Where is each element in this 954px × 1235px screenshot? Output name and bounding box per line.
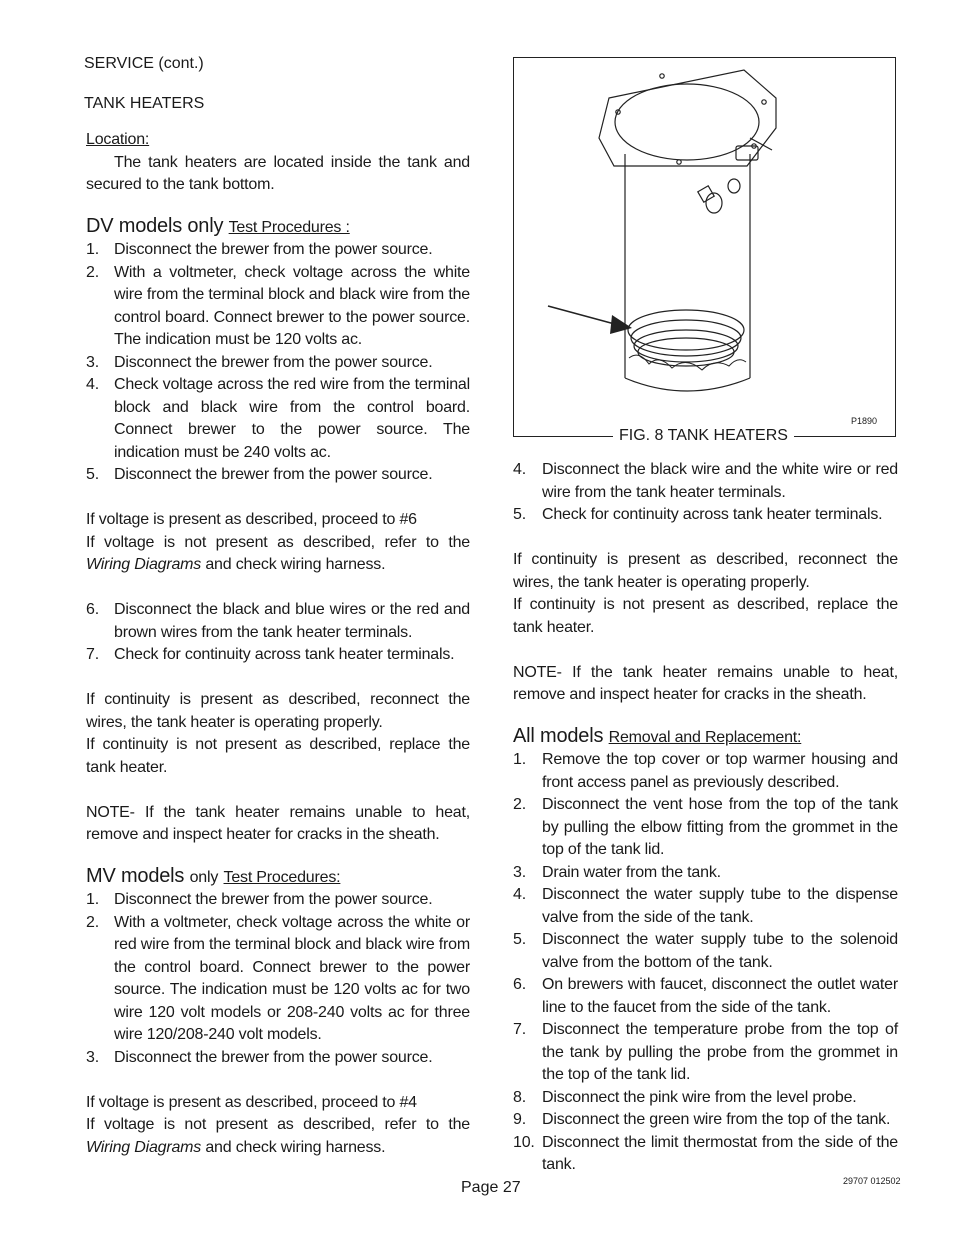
step-text: Remove the top cover or top warmer housing and front access panel as previously described. bbox=[542, 751, 898, 791]
step-text: Disconnect the water supply tube to the solenoid valve from the bottom of the tank. bbox=[542, 931, 898, 971]
step-number: 8. bbox=[513, 1088, 526, 1106]
step-number: 5. bbox=[86, 466, 99, 483]
step-number: 1. bbox=[86, 891, 99, 908]
step-text: Disconnect the brewer from the power source. bbox=[114, 353, 433, 371]
step-text: With a voltmeter, check voltage across the white wire from the terminal block and black wire from the control board. Connect brewer to the power source. The indication must be 120 volts ac. bbox=[114, 263, 470, 348]
text-run: If voltage is not present as described, refer to the bbox=[86, 1116, 470, 1133]
step-text: Disconnect the green wire from the top of the tank. bbox=[542, 1111, 891, 1128]
all-subtitle: Removal and Replacement: bbox=[608, 728, 802, 746]
step-number: 6. bbox=[513, 976, 526, 993]
step-number: 3. bbox=[86, 353, 99, 371]
step-text: Disconnect the brewer from the power source. bbox=[114, 891, 433, 908]
right-note: NOTE- If the tank heater remains unable to heat, remove and inspect heater for cracks in the sheath. bbox=[513, 663, 898, 703]
mv-title: MV models bbox=[86, 864, 185, 887]
right-continuity-not-present: If continuity is not present as described, replace the tank heater. bbox=[513, 596, 898, 636]
page-number: Page 27 bbox=[461, 1179, 521, 1196]
service-header: SERVICE (cont.) bbox=[84, 55, 204, 72]
step-text: Disconnect the temperature probe from the top of the tank by pulling the probe from the grommet in the top of the tank lid. bbox=[542, 1021, 898, 1083]
dv-title: DV models only bbox=[86, 214, 224, 237]
location-text: The tank heaters are located inside the tank and secured to the tank bottom. bbox=[86, 153, 470, 193]
list-item bbox=[513, 862, 898, 885]
dv-voltage-present: If voltage is present as described, proceed to #6 bbox=[86, 511, 417, 528]
list-item bbox=[513, 1019, 898, 1087]
location-label: Location: bbox=[86, 131, 150, 148]
right-continuity-present: If continuity is present as described, reconnect the wires, the tank heater is operating properly. bbox=[513, 551, 898, 591]
list-item bbox=[513, 459, 898, 504]
step-number: 1. bbox=[86, 241, 99, 258]
step-text: Disconnect the brewer from the power source. bbox=[114, 241, 433, 258]
step-text: Disconnect the brewer from the power source. bbox=[114, 1048, 433, 1066]
step-number: 5. bbox=[513, 931, 526, 948]
step-text: Disconnect the water supply tube to the dispense valve from the side of the tank. bbox=[542, 886, 898, 926]
list-item bbox=[513, 1087, 898, 1110]
left-column bbox=[86, 129, 470, 1159]
all-heading bbox=[513, 725, 898, 750]
right-column bbox=[513, 459, 898, 1177]
list-item bbox=[86, 374, 470, 464]
list-item bbox=[513, 1132, 898, 1177]
dv-heading bbox=[86, 215, 470, 240]
list-item bbox=[86, 889, 470, 912]
list-item bbox=[86, 239, 470, 262]
step-number: 7. bbox=[86, 646, 99, 663]
step-number: 5. bbox=[513, 506, 526, 523]
dv-subtitle: Test Procedures : bbox=[228, 218, 350, 236]
figure-code: P1890 bbox=[851, 416, 878, 426]
dv-voltage-not-present bbox=[86, 532, 470, 577]
section-title: TANK HEATERS bbox=[84, 95, 205, 112]
step-number: 2. bbox=[86, 263, 99, 281]
list-item bbox=[86, 599, 470, 644]
step-number: 4. bbox=[513, 461, 526, 478]
step-number: 7. bbox=[513, 1021, 526, 1038]
list-item bbox=[86, 464, 470, 487]
step-number: 6. bbox=[86, 601, 99, 618]
list-item bbox=[86, 352, 470, 375]
document-code: 29707 012502 bbox=[843, 1176, 901, 1186]
text-run: and check wiring harness. bbox=[201, 556, 386, 573]
step-number: 2. bbox=[513, 796, 526, 813]
mv-heading bbox=[86, 865, 470, 890]
list-item bbox=[86, 644, 470, 667]
figure-tank-heaters bbox=[513, 57, 896, 437]
all-title: All models bbox=[513, 724, 604, 747]
list-item bbox=[513, 974, 898, 1019]
list-item bbox=[513, 884, 898, 929]
dv-note: NOTE- If the tank heater remains unable to heat, remove and inspect heater for cracks in the sheath. bbox=[86, 803, 470, 843]
mv-steps bbox=[86, 889, 470, 1069]
list-item bbox=[513, 794, 898, 862]
text-run: and check wiring harness. bbox=[201, 1138, 386, 1156]
step-text: Check for continuity across tank heater terminals. bbox=[114, 646, 455, 663]
step-text: Disconnect the limit thermostat from the side of the tank. bbox=[542, 1133, 898, 1173]
list-item bbox=[86, 262, 470, 352]
step-number: 3. bbox=[513, 863, 526, 881]
step-number: 4. bbox=[86, 376, 99, 393]
dv-steps-a bbox=[86, 239, 470, 487]
wiring-diagrams-ref: Wiring Diagrams bbox=[86, 556, 202, 573]
step-number: 1. bbox=[513, 751, 526, 768]
list-item bbox=[86, 912, 470, 1047]
list-item bbox=[86, 1047, 470, 1070]
step-number: 10. bbox=[513, 1133, 535, 1151]
step-number: 4. bbox=[513, 886, 526, 903]
step-text: On brewers with faucet, disconnect the outlet water line to the faucet from the side of the tank. bbox=[542, 976, 898, 1016]
dv-steps-b bbox=[86, 599, 470, 667]
step-text: Disconnect the pink wire from the level probe. bbox=[542, 1088, 857, 1106]
step-text: Disconnect the brewer from the power source. bbox=[114, 466, 433, 483]
step-text: Drain water from the tank. bbox=[542, 863, 721, 881]
step-number: 9. bbox=[513, 1111, 526, 1128]
tank-heater-illustration bbox=[514, 58, 895, 436]
list-item bbox=[513, 929, 898, 974]
list-item bbox=[513, 749, 898, 794]
figure-caption: FIG. 8 TANK HEATERS bbox=[613, 426, 794, 446]
step-number: 2. bbox=[86, 913, 99, 931]
list-item bbox=[513, 1109, 898, 1132]
all-steps bbox=[513, 749, 898, 1177]
wiring-diagrams-ref: Wiring Diagrams bbox=[86, 1138, 202, 1156]
right-steps bbox=[513, 459, 898, 527]
list-item bbox=[513, 504, 898, 527]
step-text: With a voltmeter, check voltage across the white or red wire from the terminal block and black wire from the control board. Connect brewer to the power source. The indication must be 120 volts ac for two wire 120 volt models or 208-240 volts ac for three wire 120/208-240 volt models. bbox=[114, 913, 470, 1043]
step-text: Disconnect the black and blue wires or the red and brown wires from the tank heater terminals. bbox=[114, 601, 470, 641]
step-text: Disconnect the black wire and the white wire or red wire from the tank heater terminals. bbox=[542, 461, 898, 501]
step-text: Disconnect the vent hose from the top of the tank by pulling the elbow fitting from the grommet in the top of the tank lid. bbox=[542, 796, 898, 858]
mv-voltage-not-present bbox=[86, 1114, 470, 1159]
step-text: Check for continuity across tank heater terminals. bbox=[542, 506, 883, 523]
step-text: Check voltage across the red wire from the terminal block and black wire from the control board. Connect brewer to the power source. The indication must be 240 volts ac. bbox=[114, 376, 470, 461]
mv-voltage-present: If voltage is present as described, proceed to #4 bbox=[86, 1093, 417, 1111]
mv-subtitle: Test Procedures: bbox=[223, 868, 341, 886]
dv-continuity-present: If continuity is present as described, reconnect the wires, the tank heater is operating properly. bbox=[86, 691, 470, 731]
step-number: 3. bbox=[86, 1048, 99, 1066]
mv-only: only bbox=[189, 868, 219, 886]
text-run: If voltage is not present as described, refer to the bbox=[86, 533, 470, 551]
dv-continuity-not-present: If continuity is not present as described, replace the tank heater. bbox=[86, 736, 470, 776]
